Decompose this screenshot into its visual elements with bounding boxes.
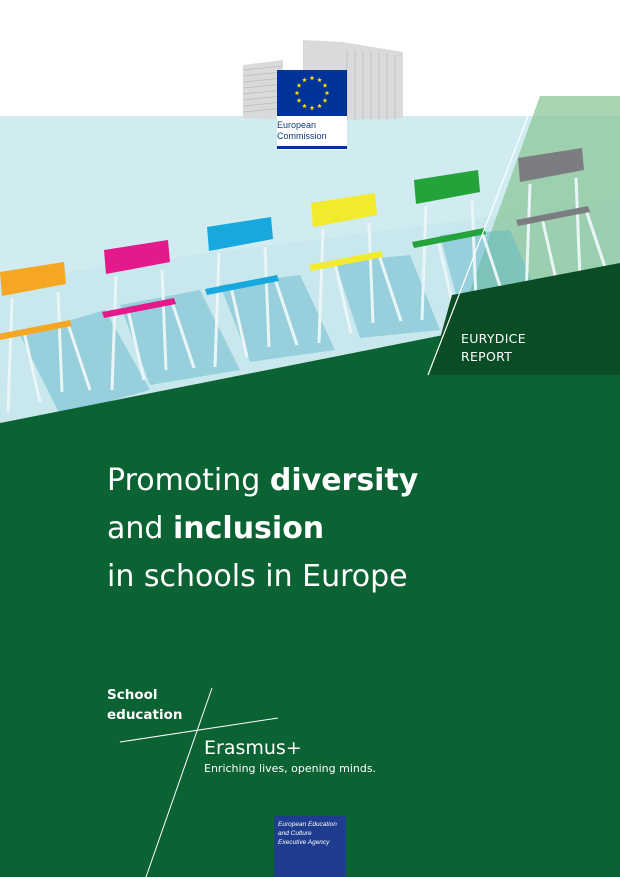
title-line-2 [107, 505, 587, 553]
series-label [461, 330, 526, 366]
agency-line1: European Education [278, 821, 337, 828]
ec-logo-text [277, 120, 345, 141]
title-text: and [107, 511, 173, 546]
agency-line2: and Culture [278, 830, 312, 837]
agency-line3: Executive Agency [278, 839, 330, 846]
title-line-1 [107, 457, 587, 505]
series-line2: REPORT [461, 349, 513, 364]
series-line1: EURYDICE [461, 331, 526, 346]
ec-logo-line1: European [277, 120, 317, 130]
programme-area-line2: education [107, 707, 183, 723]
programme-area [107, 685, 183, 725]
title-line-3: in schools in Europe [107, 559, 408, 594]
page-title [107, 457, 587, 601]
erasmus-logo-name: Erasmus+ [204, 737, 302, 759]
erasmus-tagline: Enriching lives, opening minds. [204, 762, 377, 775]
programme-area-line1: School [107, 687, 158, 703]
agency-logo-text [278, 820, 344, 847]
title-text: Promoting [107, 463, 270, 498]
title-emphasis: diversity [269, 463, 419, 498]
title-emphasis: inclusion [172, 511, 325, 546]
ec-logo-line2: Commission [277, 130, 327, 141]
